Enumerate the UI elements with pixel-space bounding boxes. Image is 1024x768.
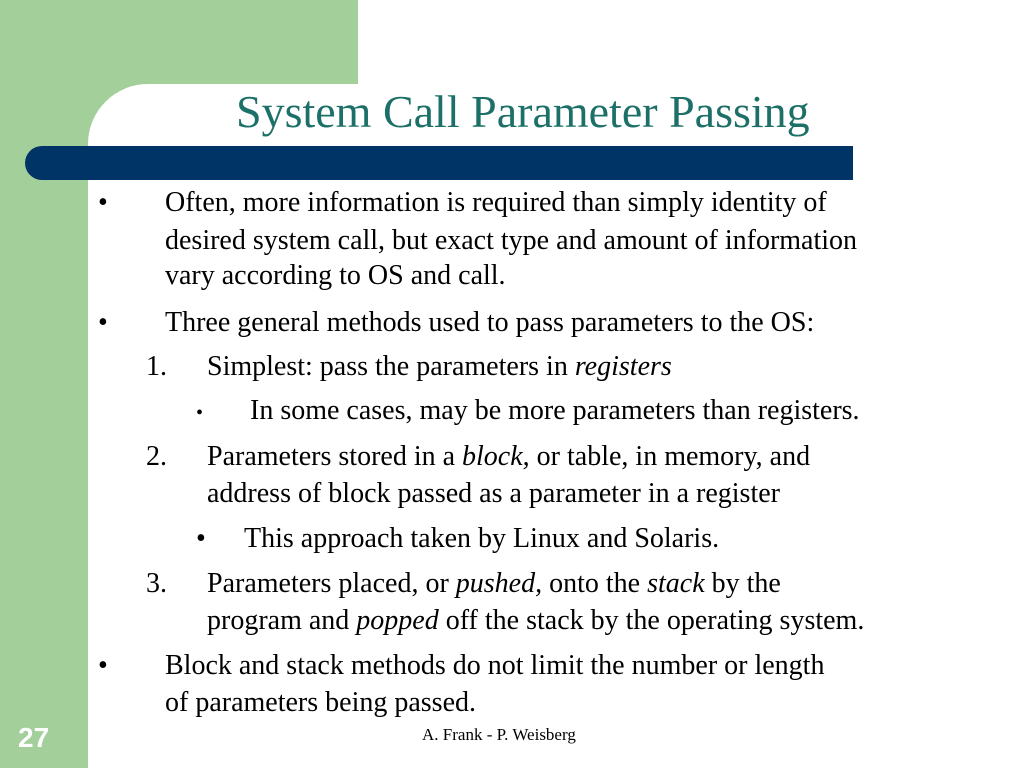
- bullet-marker: •: [98, 307, 108, 338]
- item3-number: 3.: [146, 568, 167, 599]
- bullet3-line2: of parameters being passed.: [165, 687, 476, 718]
- item2-line1: [207, 440, 810, 474]
- bullet3-line1: Block and stack methods do not limit the number or length: [165, 650, 825, 681]
- item2-sub-line: This approach taken by Linux and Solaris.: [244, 523, 720, 554]
- sub-bullet-marker: •: [196, 402, 204, 424]
- item3-line2-b: off the stack by the operating system.: [438, 605, 865, 636]
- bullet-marker: •: [98, 650, 108, 681]
- bullet-marker: •: [98, 187, 108, 218]
- item3-line1: [207, 567, 781, 601]
- sub-bullet-marker: •: [196, 523, 206, 554]
- item3-line2-a: program and: [207, 605, 357, 636]
- item1-emph: registers: [574, 351, 672, 382]
- item3-text-b: onto the: [542, 568, 648, 599]
- left-decor-band: [0, 0, 90, 768]
- bullet1-line3: vary according to OS and call.: [165, 260, 506, 291]
- bullet2-line: Three general methods used to pass parameters to the OS:: [165, 307, 815, 338]
- item2-text-b: or table, in memory, and: [529, 441, 811, 472]
- item3-emph-pushed: pushed,: [455, 568, 543, 599]
- item3-emph-popped: popped: [356, 605, 439, 636]
- item3-emph-stack: stack: [647, 568, 705, 599]
- footer-credit: A. Frank - P. Weisberg: [422, 725, 576, 744]
- item2-number: 2.: [146, 441, 167, 472]
- slide-title: System Call Parameter Passing: [236, 86, 810, 137]
- bullet1-line2: desired system call, but exact type and amount of information: [165, 225, 858, 256]
- top-white-area: [358, 0, 1024, 84]
- slide-number: 27: [18, 722, 50, 753]
- item1-number: 1.: [146, 351, 167, 382]
- item1-line: [207, 350, 672, 384]
- item3-text-c: by the: [704, 568, 781, 599]
- item1-text: Simplest: pass the parameters in: [207, 351, 575, 382]
- item2-emph: block,: [462, 441, 530, 472]
- item1-sub-line: In some cases, may be more parameters than registers.: [250, 395, 860, 426]
- item3-line2: [207, 604, 864, 638]
- title-underline-bar: [25, 146, 853, 180]
- item2-line2: address of block passed as a parameter in a register: [207, 478, 780, 509]
- item2-text-a: Parameters stored in a: [207, 441, 463, 472]
- bullet1-line1: Often, more information is required than simply identity of: [165, 187, 827, 218]
- item3-text-a: Parameters placed, or: [207, 568, 456, 599]
- top-decor-band: [0, 0, 358, 90]
